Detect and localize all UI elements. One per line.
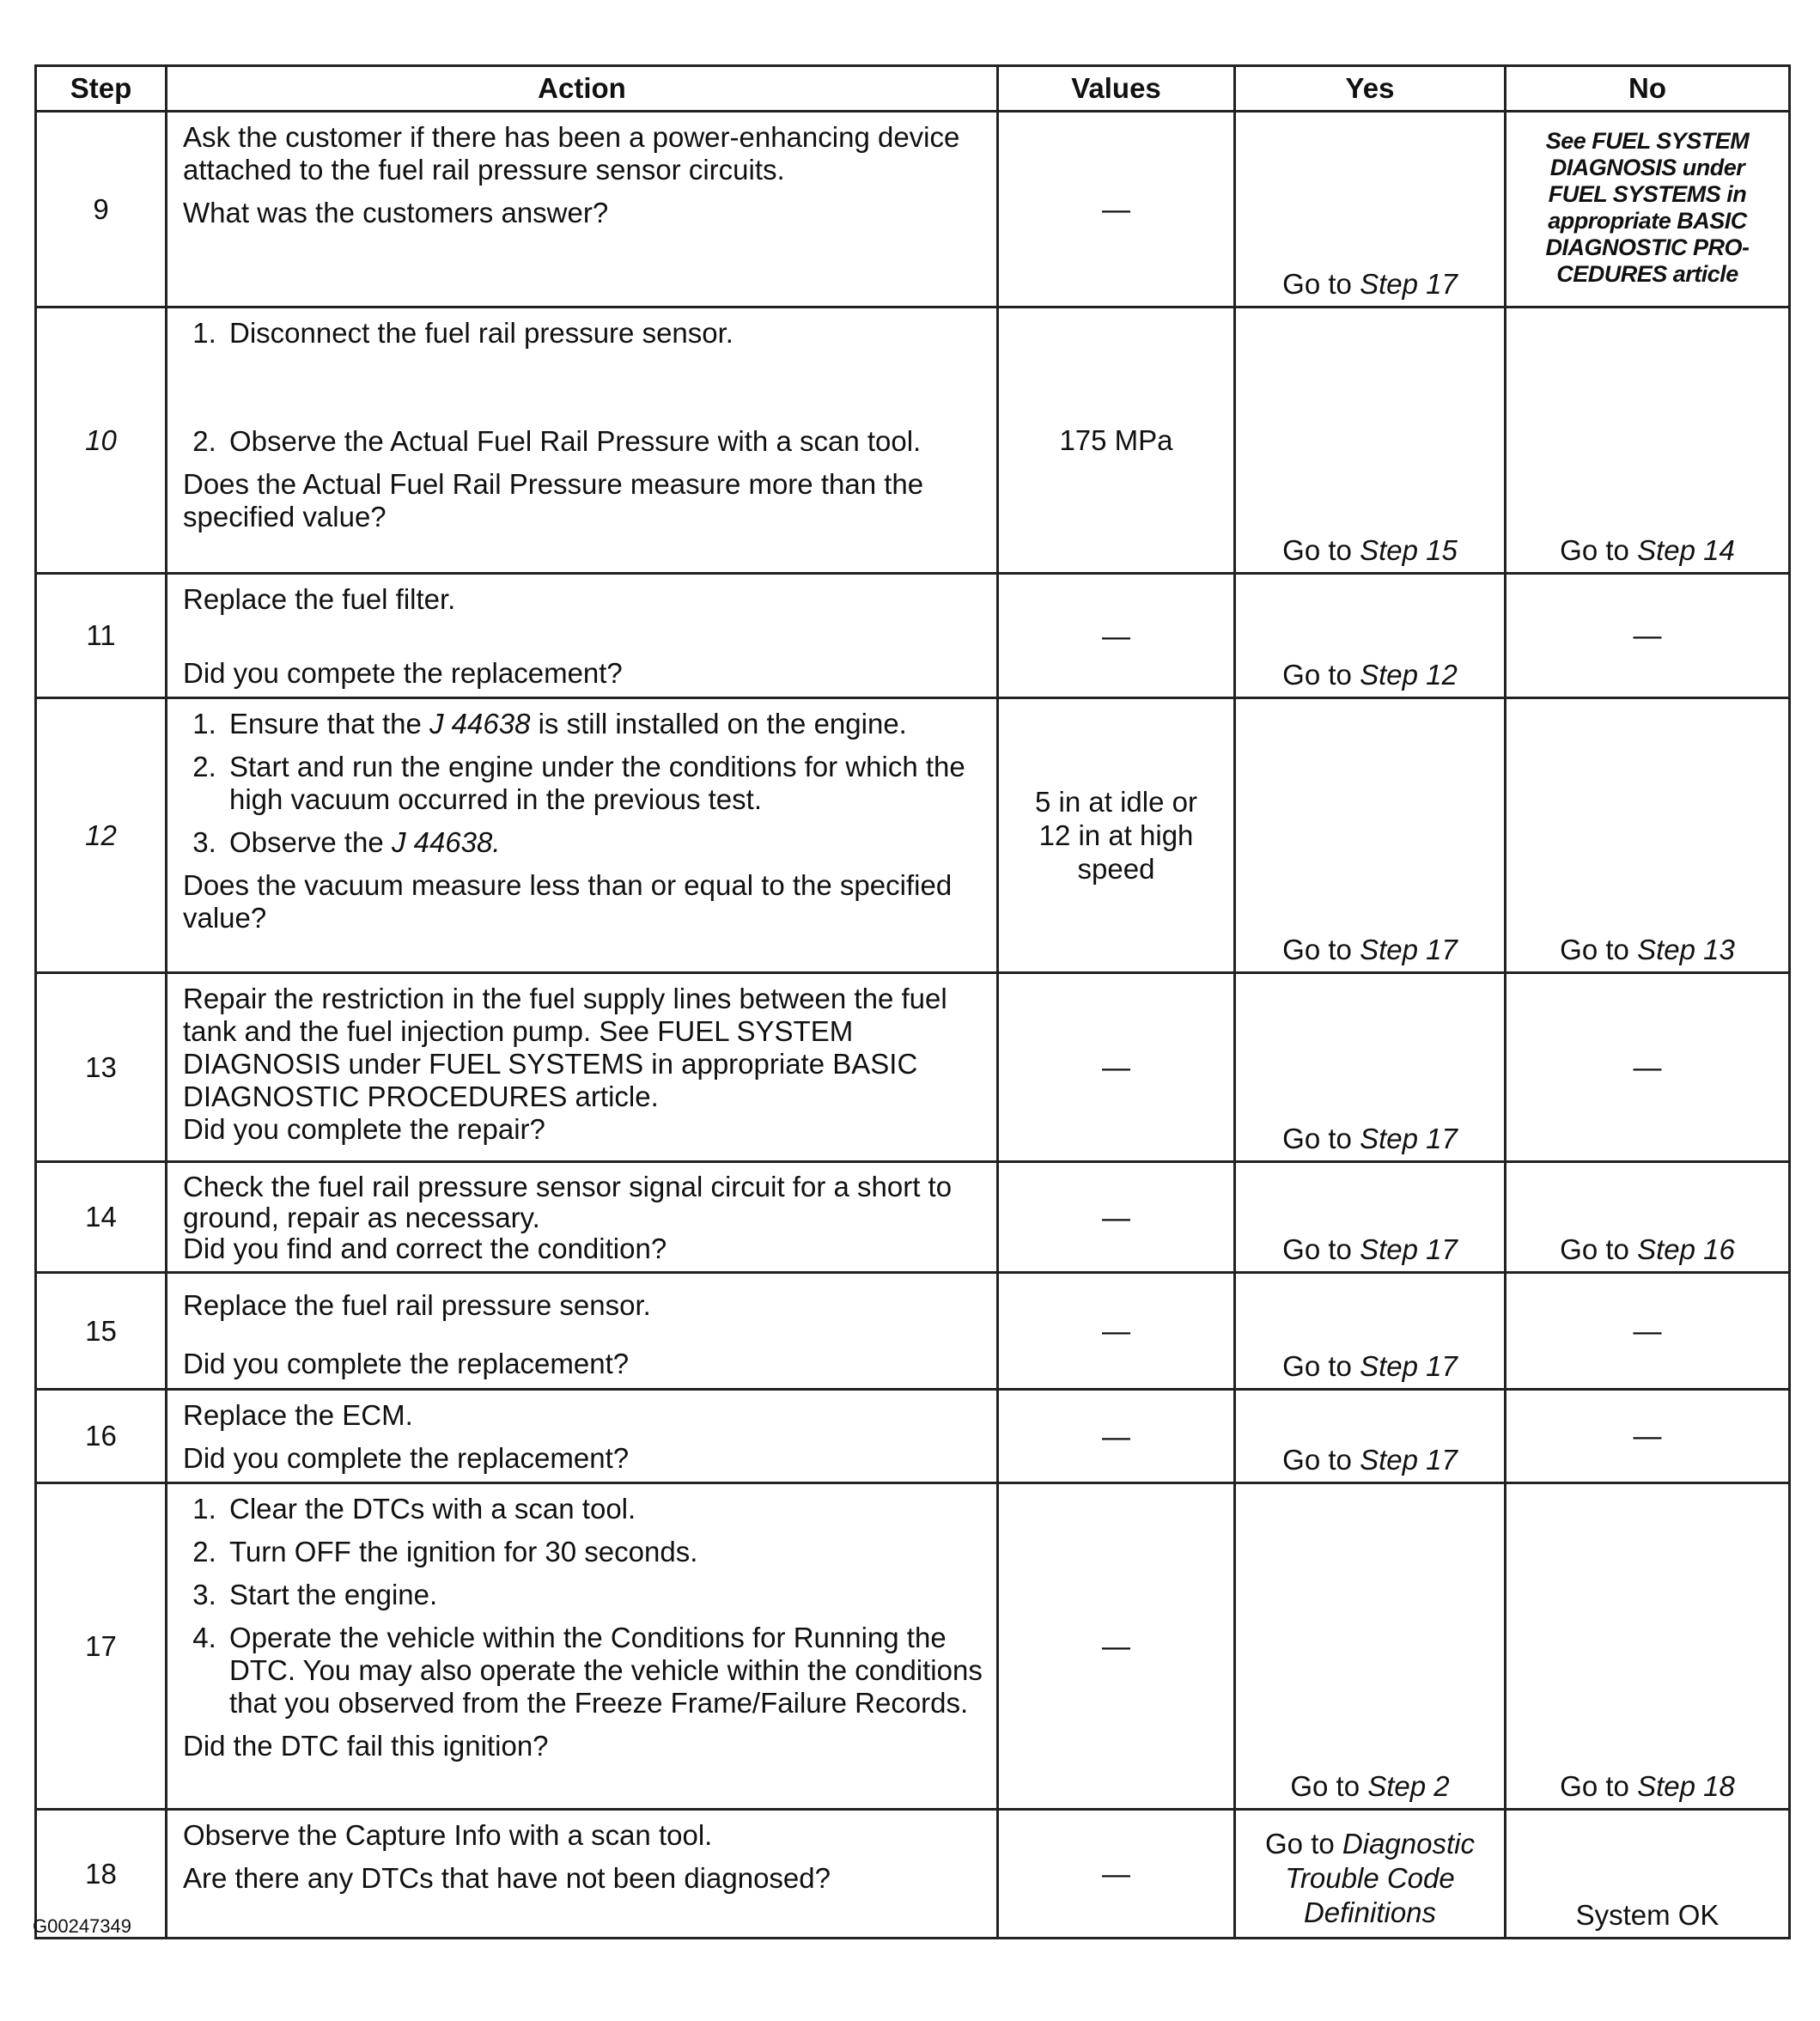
action-question: Did you complete the replacement?	[183, 1442, 630, 1474]
yes-goto	[1236, 1233, 1504, 1266]
table-row	[36, 1483, 1790, 1810]
table-row	[36, 973, 1790, 1162]
table-row	[36, 574, 1790, 698]
yes-target: Diagnostic Trouble Code Definitions	[1285, 1828, 1475, 1928]
goto-prefix: Go to	[1282, 268, 1352, 300]
values-cell: —	[998, 973, 1235, 1162]
table-row	[36, 307, 1790, 574]
header-yes: Yes	[1235, 66, 1506, 112]
values-cell: —	[998, 112, 1235, 307]
yes-goto	[1236, 659, 1504, 691]
action-cell	[167, 574, 998, 698]
header-action: Action	[167, 66, 998, 112]
no-goto	[1507, 1770, 1788, 1803]
goto-prefix: Go to	[1282, 659, 1352, 691]
action-text: Replace the fuel filter.	[183, 583, 456, 615]
table-row	[36, 1390, 1790, 1483]
procedure-step-text: Operate the vehicle within the Conditions for Running the DTC. You may also operate the vehicle within the conditions that you observed from the Freeze Frame/Failure Records.	[229, 1622, 983, 1719]
yes-cell	[1235, 1810, 1506, 1939]
yes-target: Step 17	[1360, 1123, 1458, 1154]
procedure-step	[224, 317, 984, 350]
tool-reference: J 44638.	[391, 826, 501, 858]
no-cell: —	[1506, 574, 1790, 698]
yes-target: Step 17	[1360, 268, 1458, 300]
procedure-step-text: Observe the	[229, 826, 392, 858]
procedure-step	[224, 1622, 984, 1720]
action-question: Are there any DTCs that have not been diagnosed?	[183, 1862, 831, 1894]
procedure-step-text: Observe the Actual Fuel Rail Pressure with a scan tool.	[229, 425, 922, 457]
no-goto	[1507, 934, 1788, 966]
values-cell: —	[998, 1162, 1235, 1273]
action-text: Observe the Capture Info with a scan tool.	[183, 1819, 713, 1851]
step-number: 17	[36, 1483, 167, 1810]
goto-prefix: Go to	[1282, 934, 1352, 965]
values-text: 5 in at idle or 12 in at high speed	[1035, 786, 1197, 885]
action-cell	[167, 698, 998, 973]
goto-prefix: Go to	[1560, 934, 1629, 965]
action-question: Did you complete the repair?	[183, 1113, 545, 1145]
values-cell: 175 MPa	[998, 307, 1235, 574]
yes-target: Step 15	[1360, 534, 1458, 566]
yes-goto	[1236, 1123, 1504, 1155]
values-cell: —	[998, 1273, 1235, 1390]
procedure-step-text: Disconnect the fuel rail pressure sensor.	[229, 317, 733, 349]
step-number: 15	[36, 1273, 167, 1390]
no-cell	[1506, 1810, 1790, 1939]
no-target: Step 18	[1637, 1770, 1735, 1802]
no-cell	[1506, 1483, 1790, 1810]
no-cell: —	[1506, 1390, 1790, 1483]
procedure-list	[183, 317, 984, 458]
goto-prefix: Go to	[1282, 1444, 1352, 1476]
procedure-step	[224, 826, 984, 859]
no-target: Step 13	[1637, 934, 1735, 965]
yes-goto	[1236, 534, 1504, 567]
action-cell	[167, 973, 998, 1162]
yes-cell	[1235, 1483, 1506, 1810]
table-row	[36, 1810, 1790, 1939]
action-question: Does the Actual Fuel Rail Pressure measure more than the specified value?	[183, 468, 924, 533]
header-step: Step	[36, 66, 167, 112]
no-cell	[1506, 698, 1790, 973]
step-number: 16	[36, 1390, 167, 1483]
yes-target: Step 12	[1360, 659, 1458, 691]
procedure-step	[224, 1493, 984, 1525]
goto-prefix: Go to	[1560, 1770, 1629, 1802]
yes-goto	[1236, 934, 1504, 966]
values-cell: —	[998, 1810, 1235, 1939]
no-goto	[1507, 1233, 1788, 1266]
goto-prefix: Go to	[1282, 534, 1352, 566]
action-question: Did you compete the replacement?	[183, 657, 623, 689]
no-goto	[1507, 534, 1788, 567]
table-row	[36, 1273, 1790, 1390]
header-no: No	[1506, 66, 1790, 112]
action-cell	[167, 112, 998, 307]
action-question: Did the DTC fail this ignition?	[183, 1730, 549, 1762]
yes-cell	[1235, 973, 1506, 1162]
procedure-step-text: Clear the DTCs with a scan tool.	[229, 1493, 636, 1525]
values-cell: —	[998, 1483, 1235, 1810]
yes-goto	[1236, 1350, 1504, 1383]
action-text: Replace the fuel rail pressure sensor.	[183, 1289, 651, 1321]
step-number: 12	[36, 698, 167, 973]
procedure-step-text: Turn OFF the ignition for 30 seconds.	[229, 1536, 698, 1567]
procedure-step-text: Start the engine.	[229, 1579, 438, 1610]
procedure-step-text: is still installed on the engine.	[530, 708, 907, 740]
no-target: Step 16	[1637, 1233, 1735, 1265]
yes-target: Step 2	[1367, 1770, 1450, 1802]
yes-cell	[1235, 1273, 1506, 1390]
values-cell	[998, 698, 1235, 973]
procedure-step-text: Start and run the engine under the conditions for which the high vacuum occurred in the previous test.	[229, 751, 965, 815]
goto-prefix: Go to	[1282, 1123, 1352, 1154]
header-row	[36, 66, 1790, 112]
step-number: 18	[36, 1810, 167, 1939]
table-row	[36, 1162, 1790, 1273]
action-cell	[167, 1162, 998, 1273]
values-cell: —	[998, 574, 1235, 698]
header-values: Values	[998, 66, 1235, 112]
table-row	[36, 112, 1790, 307]
procedure-step	[224, 708, 984, 740]
no-cell-note: See FUEL SYSTEM DIAGNOSIS under FUEL SYSTEMS in appropriate BASIC DIAGNOSTIC PRO-CEDURES article	[1506, 112, 1790, 307]
procedure-step	[224, 751, 984, 816]
action-cell	[167, 1390, 998, 1483]
step-number: 13	[36, 973, 167, 1162]
action-question: What was the customers answer?	[183, 197, 609, 228]
procedure-step	[224, 1536, 984, 1568]
no-cell	[1506, 307, 1790, 574]
action-cell	[167, 1810, 998, 1939]
step-number: 14	[36, 1162, 167, 1273]
yes-goto	[1236, 268, 1504, 301]
action-question: Does the vacuum measure less than or equal to the specified value?	[183, 869, 953, 934]
action-question: Did you find and correct the condition?	[183, 1233, 667, 1264]
procedure-list	[183, 708, 984, 859]
goto-prefix: Go to	[1282, 1233, 1352, 1265]
yes-target: Step 17	[1360, 934, 1458, 965]
yes-target: Step 17	[1360, 1350, 1458, 1382]
yes-cell	[1235, 1162, 1506, 1273]
no-target: Step 14	[1637, 534, 1735, 566]
step-number: 10	[36, 307, 167, 574]
no-result: System OK	[1575, 1899, 1720, 1931]
no-cell	[1506, 1162, 1790, 1273]
action-text: Check the fuel rail pressure sensor signal circuit for a short to ground, repair as necessary.	[183, 1171, 953, 1233]
procedure-step-text: Ensure that the	[229, 708, 429, 740]
goto-prefix: Go to	[1282, 1350, 1352, 1382]
goto-prefix: Go to	[1560, 1233, 1629, 1265]
action-cell	[167, 1483, 998, 1810]
goto-prefix: Go to	[1265, 1828, 1335, 1860]
yes-target: Step 17	[1360, 1444, 1458, 1476]
yes-goto	[1236, 1770, 1504, 1803]
action-text: Replace the ECM.	[183, 1399, 413, 1431]
action-cell	[167, 307, 998, 574]
yes-cell	[1235, 698, 1506, 973]
goto-prefix: Go to	[1290, 1770, 1360, 1802]
yes-cell	[1235, 574, 1506, 698]
action-cell	[167, 1273, 998, 1390]
diagnostic-table	[34, 64, 1791, 1939]
yes-cell	[1235, 112, 1506, 307]
goto-prefix: Go to	[1560, 534, 1629, 566]
table-row	[36, 698, 1790, 973]
yes-target: Step 17	[1360, 1233, 1458, 1265]
tool-reference: J 44638	[429, 708, 531, 740]
step-number: 9	[36, 112, 167, 307]
no-cell: —	[1506, 1273, 1790, 1390]
action-question: Did you complete the replacement?	[183, 1348, 630, 1379]
no-cell: —	[1506, 973, 1790, 1162]
procedure-step	[224, 425, 984, 458]
procedure-step	[224, 1579, 984, 1611]
yes-goto	[1236, 1827, 1504, 1930]
figure-id: G00247349	[33, 1915, 131, 1937]
action-text: Ask the customer if there has been a power-enhancing device attached to the fuel rail pressure sensor circuits.	[183, 121, 960, 186]
values-cell: —	[998, 1390, 1235, 1483]
procedure-list	[183, 1493, 984, 1720]
yes-goto	[1236, 1444, 1504, 1476]
yes-cell	[1235, 1390, 1506, 1483]
yes-cell	[1235, 307, 1506, 574]
action-text: Repair the restriction in the fuel supply lines between the fuel tank and the fuel injection pump. See FUEL SYSTEM DIAGNOSIS under FUEL SYSTEMS in appropriate BASIC DIAGNOSTIC PROCEDURES article.	[183, 983, 947, 1112]
step-number: 11	[36, 574, 167, 698]
